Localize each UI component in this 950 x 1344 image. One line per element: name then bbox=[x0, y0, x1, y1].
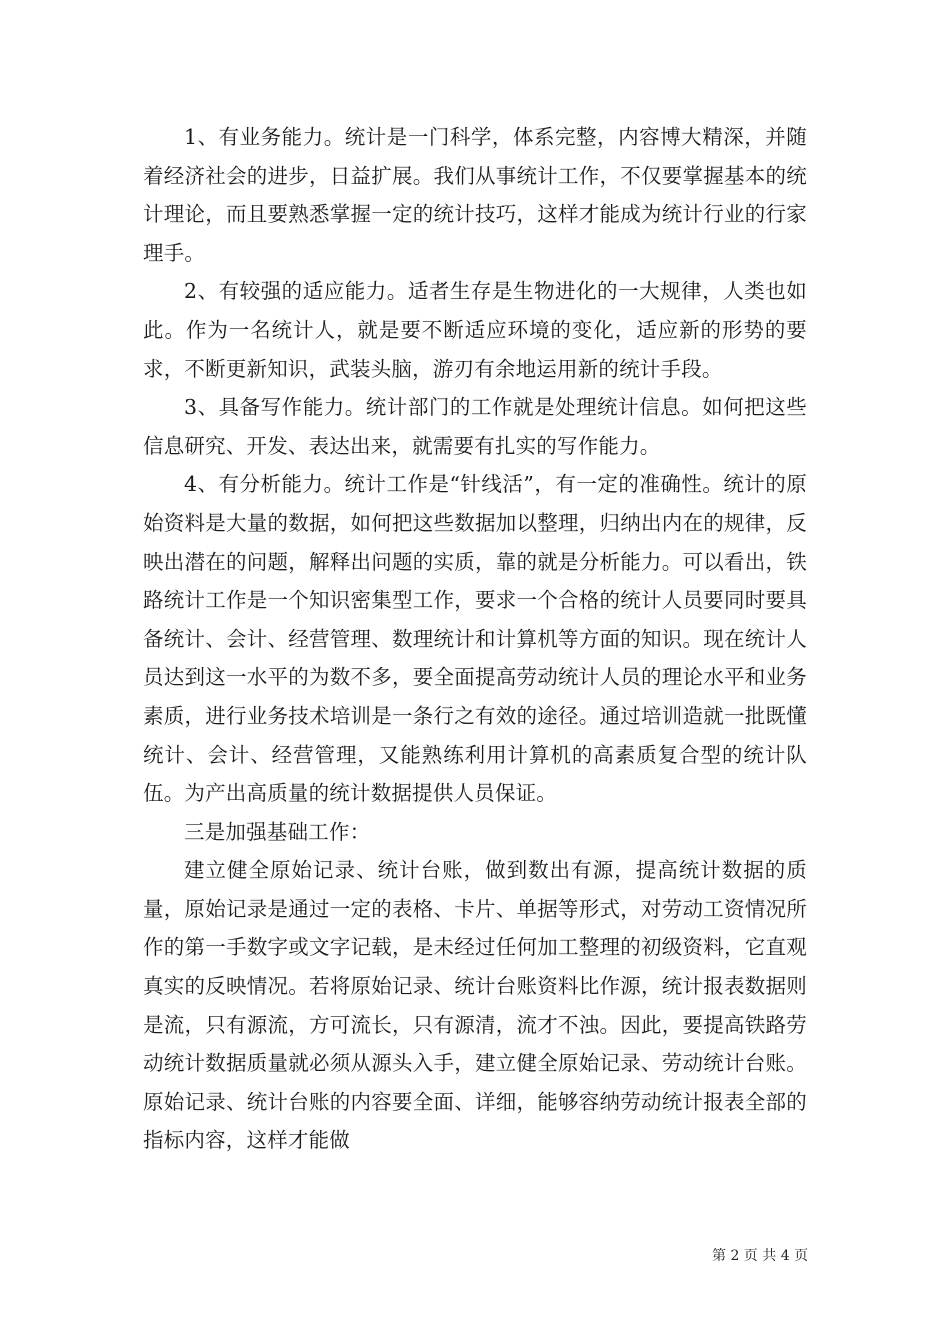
page-number: 第 2 页 共 4 页 bbox=[712, 1248, 809, 1264]
section-heading-basic-work: 三是加强基础工作： bbox=[184, 819, 371, 844]
paragraph-original-records: 建立健全原始记录、统计台账，做到数出有源，提高统计数据的质量，原始记录是通过一定的表格、卡片、单据等形式，对劳动工资情况所作的第一手数字或文字记载，是未经过任何加工整理的初级资料，它直观真实的反映情况。若将原始记录、统计台账资料比作源，统计报表数据则是流，只有源流，方可流长，只有源清，流才不浊。因此，要提高铁路劳动统计数据质量就必须从源头入手，建立健全原始记录、劳动统计台账。原始记录、统计台账的内容要全面、详细，能够容纳劳动统计报表全部的指标内容，这样才能做 bbox=[143, 858, 807, 1153]
paragraph-analysis-ability: 4、有分析能力。统计工作是“针线活”，有一定的准确性。统计的原始资料是大量的数据，如何把这些数据加以整理，归纳出内在的规律，反映出潜在的问题，解释出问题的实质，靠的就是分析能力。可以看出，铁路统计工作是一个知识密集型工作，要求一个合格的统计人员要同时要具备统计、会计、经营管理、数理统计和计算机等方面的知识。现在统计人员达到这一水平的为数不多，要全面提高劳动统计人员的理论水平和业务素质，进行业务技术培训是一条行之有效的途径。通过培训造就一批既懂统计、会计、经营管理，又能熟练利用计算机的高素质复合型的统计队伍。为产出高质量的统计数据提供人员保证。 bbox=[143, 472, 807, 806]
paragraph-adaptability: 2、有较强的适应能力。适者生存是生物进化的一大规律，人类也如此。作为一名统计人，就是要不断适应环境的变化，适应新的形势的要求，不断更新知识，武装头脑，游刃有余地运用新的统计手段。 bbox=[143, 279, 807, 381]
paragraph-writing-ability: 3、具备写作能力。统计部门的工作就是处理统计信息。如何把这些信息研究、开发、表达出来，就需要有扎实的写作能力。 bbox=[143, 395, 807, 458]
paragraph-business-ability: 1、有业务能力。统计是一门科学，体系完整，内容博大精深，并随着经济社会的进步，日益扩展。我们从事统计工作，不仅要掌握基本的统计理论，而且要熟悉掌握一定的统计技巧，这样才能成为统计行业的行家理手。 bbox=[143, 125, 807, 265]
document-body bbox=[143, 118, 807, 1160]
